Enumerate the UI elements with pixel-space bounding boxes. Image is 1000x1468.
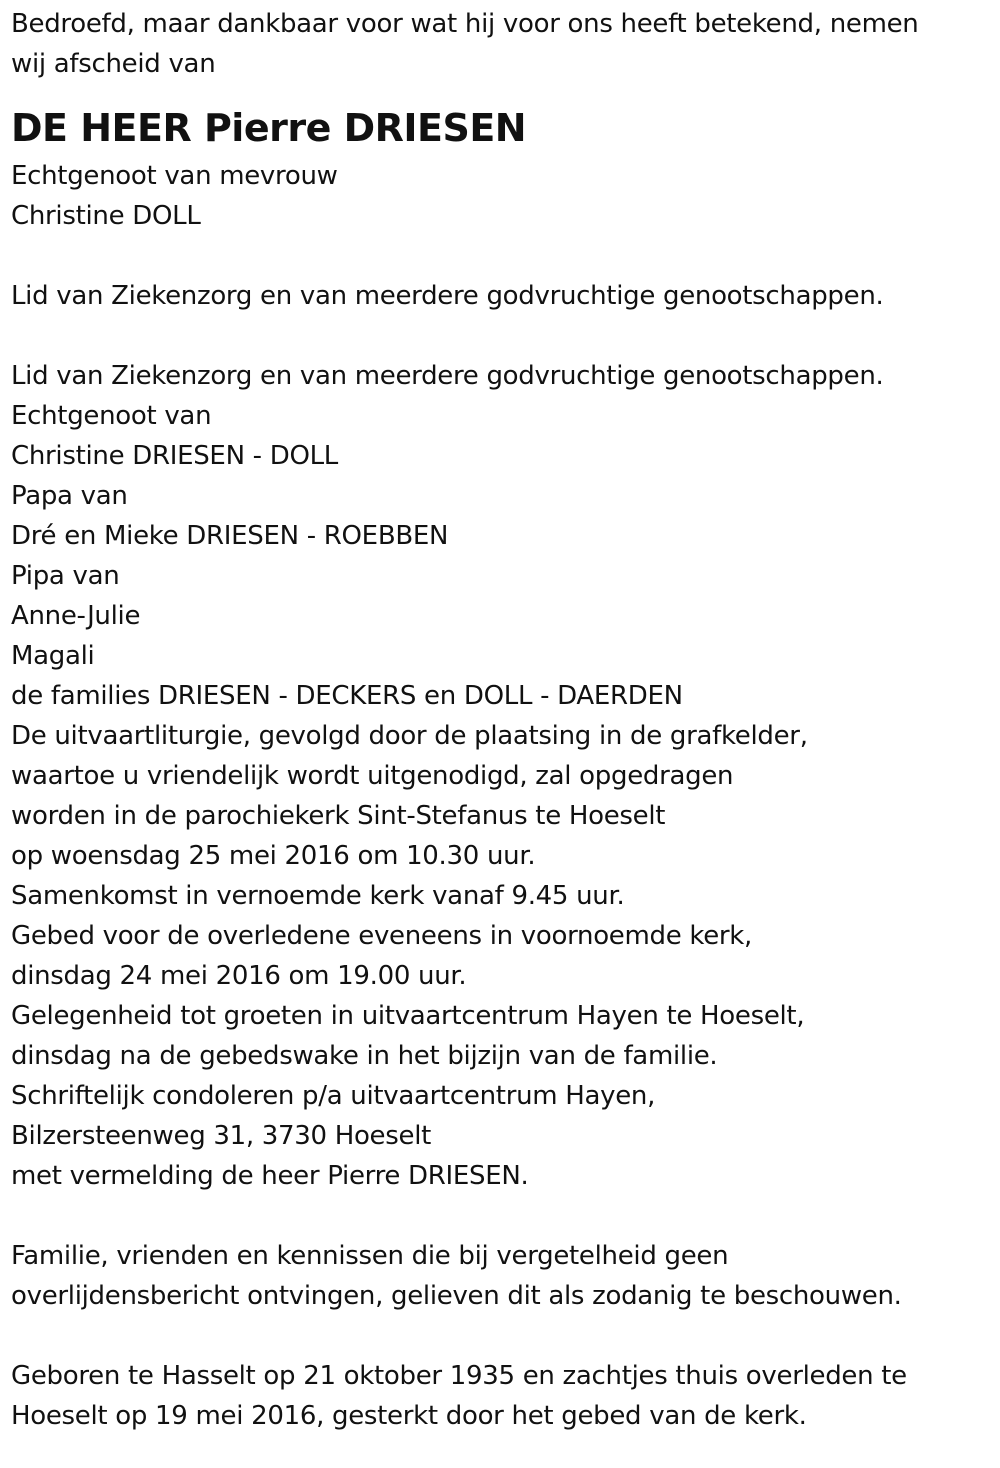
- detail-line: de families DRIESEN - DECKERS en DOLL - DAERDEN: [11, 681, 683, 711]
- birth-death-line: Geboren te Hasselt op 21 oktober 1935 en zachtjes thuis overleden te: [11, 1361, 907, 1391]
- detail-line: Schriftelijk condoleren p/a uitvaartcentrum Hayen,: [11, 1081, 656, 1111]
- detail-line: Papa van: [11, 481, 128, 511]
- detail-line: Magali: [11, 641, 95, 671]
- detail-line: met vermelding de heer Pierre DRIESEN.: [11, 1161, 529, 1191]
- detail-line: Bilzersteenweg 31, 3730 Hoeselt: [11, 1121, 432, 1151]
- spouse-line: Echtgenoot van mevrouw: [11, 161, 338, 191]
- detail-line: Gebed voor de overledene eveneens in voornoemde kerk,: [11, 921, 753, 951]
- detail-line: Samenkomst in vernoemde kerk vanaf 9.45 uur.: [11, 881, 625, 911]
- spacer: [11, 1196, 991, 1236]
- detail-line: Anne-Julie: [11, 601, 141, 631]
- intro-line: Bedroefd, maar dankbaar voor wat hij voor ons heeft betekend, nemen: [11, 9, 919, 39]
- detail-line: worden in de parochiekerk Sint-Stefanus te Hoeselt: [11, 801, 666, 831]
- detail-line: dinsdag na de gebedswake in het bijzijn van de familie.: [11, 1041, 718, 1071]
- detail-line: De uitvaartliturgie, gevolgd door de plaatsing in de grafkelder,: [11, 721, 808, 751]
- intro-line: wij afscheid van: [11, 49, 216, 79]
- membership-line: Lid van Ziekenzorg en van meerdere godvruchtige genootschappen.: [11, 281, 884, 311]
- obituary-document: [11, 4, 991, 1436]
- notice-line: Familie, vrienden en kennissen die bij vergetelheid geen: [11, 1241, 729, 1271]
- detail-line: Christine DRIESEN - DOLL: [11, 441, 338, 471]
- notice-line: overlijdensbericht ontvingen, gelieven dit als zodanig te beschouwen.: [11, 1281, 902, 1311]
- spacer: [11, 1316, 991, 1356]
- detail-line: Lid van Ziekenzorg en van meerdere godvruchtige genootschappen.: [11, 361, 884, 391]
- spacer: [11, 316, 991, 356]
- detail-line: Pipa van: [11, 561, 120, 591]
- detail-line: op woensdag 25 mei 2016 om 10.30 uur.: [11, 841, 536, 871]
- detail-line: dinsdag 24 mei 2016 om 19.00 uur.: [11, 961, 467, 991]
- detail-line: Gelegenheid tot groeten in uitvaartcentrum Hayen te Hoeselt,: [11, 1001, 805, 1031]
- spacer: [11, 236, 991, 276]
- detail-line: Dré en Mieke DRIESEN - ROEBBEN: [11, 521, 449, 551]
- spouse-line: Christine DOLL: [11, 201, 201, 231]
- birth-death-line: Hoeselt op 19 mei 2016, gesterkt door het gebed van de kerk.: [11, 1401, 807, 1431]
- detail-line: Echtgenoot van: [11, 401, 212, 431]
- deceased-name: DE HEER Pierre DRIESEN: [11, 106, 527, 150]
- detail-line: waartoe u vriendelijk wordt uitgenodigd, zal opgedragen: [11, 761, 734, 791]
